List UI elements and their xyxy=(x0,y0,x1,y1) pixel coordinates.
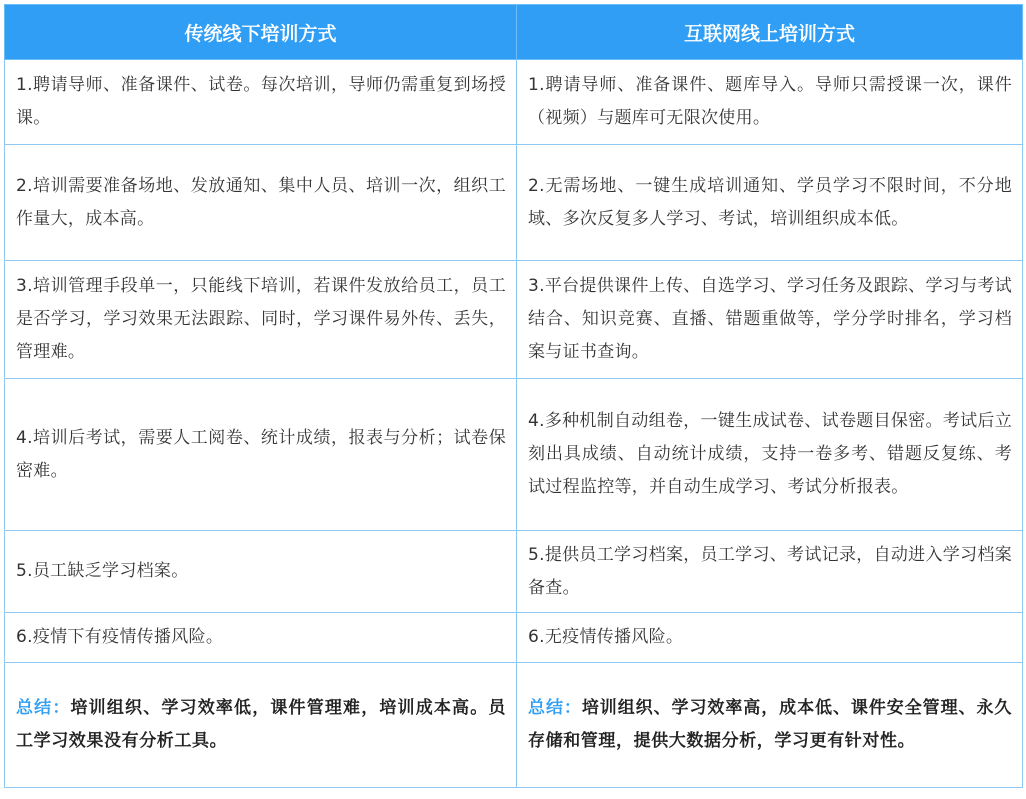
online-cell: 4.多种机制自动组卷，一键生成试卷、试卷题目保密。考试后立刻出具成绩、自动统计成绩，支持一卷多考、错题反复练、考试过程监控等，并自动生成学习、考试分析报表。 xyxy=(517,379,1023,531)
summary-label: 总结： xyxy=(16,698,71,718)
offline-cell: 6.疫情下有疫情传播风险。 xyxy=(5,613,517,663)
summary-row xyxy=(5,663,1023,788)
offline-cell: 2.培训需要准备场地、发放通知、集中人员、培训一次，组织工作量大，成本高。 xyxy=(5,145,517,261)
offline-cell: 1.聘请导师、准备课件、试卷。每次培训，导师仍需重复到场授课。 xyxy=(5,60,517,145)
online-summary-cell xyxy=(517,663,1023,788)
header-offline-training: 传统线下培训方式 xyxy=(5,5,517,60)
offline-cell: 5.员工缺乏学习档案。 xyxy=(5,531,517,613)
summary-label: 总结： xyxy=(528,698,582,718)
offline-cell: 4.培训后考试，需要人工阅卷、统计成绩，报表与分析；试卷保密难。 xyxy=(5,379,517,531)
offline-cell: 3.培训管理手段单一，只能线下培训，若课件发放给员工，员工是否学习，学习效果无法跟踪、同时，学习课件易外传、丢失，管理难。 xyxy=(5,261,517,379)
offline-summary-cell xyxy=(5,663,517,788)
table-header-row xyxy=(5,5,1023,60)
table-row xyxy=(5,379,1023,531)
header-online-training: 互联网线上培训方式 xyxy=(517,5,1023,60)
comparison-table-wrapper xyxy=(4,4,1022,788)
table-row xyxy=(5,613,1023,663)
table-row xyxy=(5,261,1023,379)
offline-summary-text: 培训组织、学习效率低，课件管理难，培训成本高。员工学习效果没有分析工具。 xyxy=(16,698,506,751)
online-cell: 3.平台提供课件上传、自选学习、学习任务及跟踪、学习与考试结合、知识竞赛、直播、错题重做等，学分学时排名，学习档案与证书查询。 xyxy=(517,261,1023,379)
comparison-table xyxy=(4,4,1023,788)
online-cell: 6.无疫情传播风险。 xyxy=(517,613,1023,663)
online-cell: 2.无需场地、一键生成培训通知、学员学习不限时间，不分地域、多次反复多人学习、考试，培训组织成本低。 xyxy=(517,145,1023,261)
online-summary-text: 培训组织、学习效率高，成本低、课件安全管理、永久存储和管理，提供大数据分析，学习更有针对性。 xyxy=(528,698,1012,751)
table-row xyxy=(5,60,1023,145)
online-cell: 5.提供员工学习档案，员工学习、考试记录，自动进入学习档案备查。 xyxy=(517,531,1023,613)
table-row xyxy=(5,145,1023,261)
table-row xyxy=(5,531,1023,613)
online-cell: 1.聘请导师、准备课件、题库导入。导师只需授课一次，课件（视频）与题库可无限次使用。 xyxy=(517,60,1023,145)
